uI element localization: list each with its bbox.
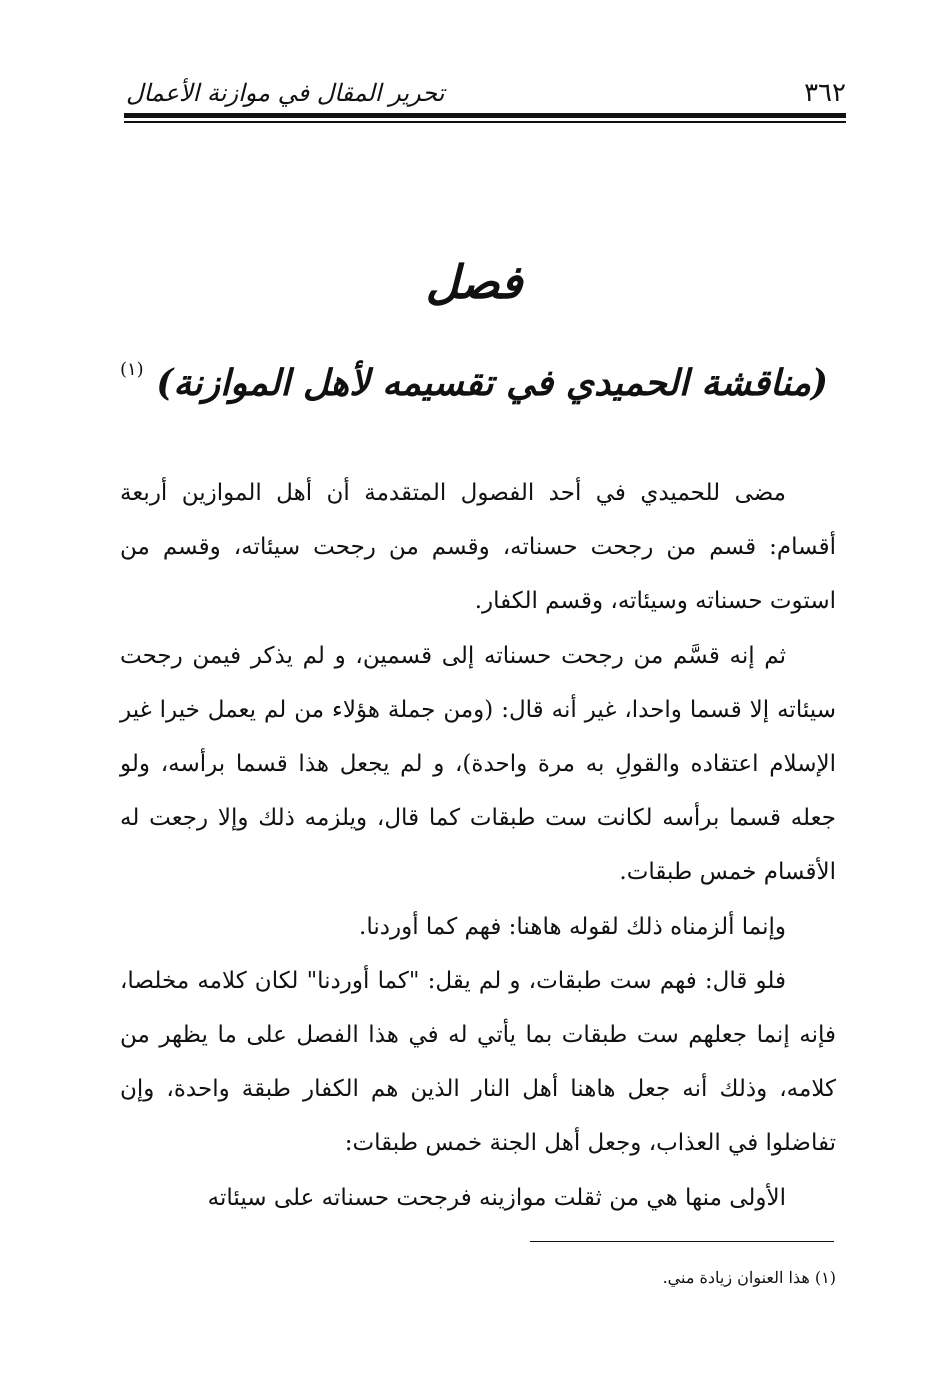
header-rule-thin: [124, 121, 846, 123]
paragraph: فلو قال: فهم ست طبقات، و لم يقل: "كما أوردنا" لكان كلامه مخلصا، فإنه إنما جعلهم ست طبقات بما يأتي له في هذا الفصل على ما يظهر من كلامه، وذلك أنه جعل هاهنا أهل النار الذين هم الكفار طبقة واحدة، وإن تفاضلوا في العذاب، وجعل أهل الجنة خمس طبقات:: [120, 967, 836, 1157]
paragraph: ثم إنه قسَّم من رجحت حسناته إلى قسمين، و لم يذكر فيمن رجحت سيئاته إلا قسما واحدا، غير أنه قال: (ومن جملة هؤلاء من لم يعمل خيرا غير الإسلام اعتقاده والقولِ به مرة واحدة)، و لم يجعل هذا قسما برأسه، ولو جعله قسما برأسه لكانت ست طبقات كما قال، ويلزمه ذلك وإلا رجعت له الأقسام خمس طبقات.: [120, 642, 836, 886]
footnote-separator: [530, 1241, 834, 1242]
page-number: ٣٦٢: [804, 78, 846, 108]
body-text: [120, 466, 836, 1225]
paragraph: مضى للحميدي في أحد الفصول المتقدمة أن أهل الموازين أربعة أقسام: قسم من رجحت حسناته، وقسم من رجحت سيئاته، وقسم من استوت حسناته وسيئاته، وقسم الكفار.: [120, 480, 836, 615]
paragraph: الأولى منها هي من ثقلت موازينه فرجحت حسناته على سيئاته: [207, 1184, 786, 1211]
footnote-marker: (١): [119, 359, 144, 380]
chapter-subtitle: [0, 342, 948, 411]
paragraph: وإنما ألزمناه ذلك لقوله هاهنا: فهم كما أوردنا.: [359, 913, 786, 940]
footnote: (١) هذا العنوان زيادة مني.: [662, 1268, 836, 1287]
chapter-subtitle-text: (مناقشة الحميدي في تقسيمه لأهل الموازنة): [156, 362, 829, 404]
header-rule-thick: [124, 113, 846, 118]
chapter-title: فصل: [425, 255, 523, 309]
page-header: [118, 78, 846, 108]
running-title: تحرير المقال في موازنة الأعمال: [126, 79, 445, 107]
